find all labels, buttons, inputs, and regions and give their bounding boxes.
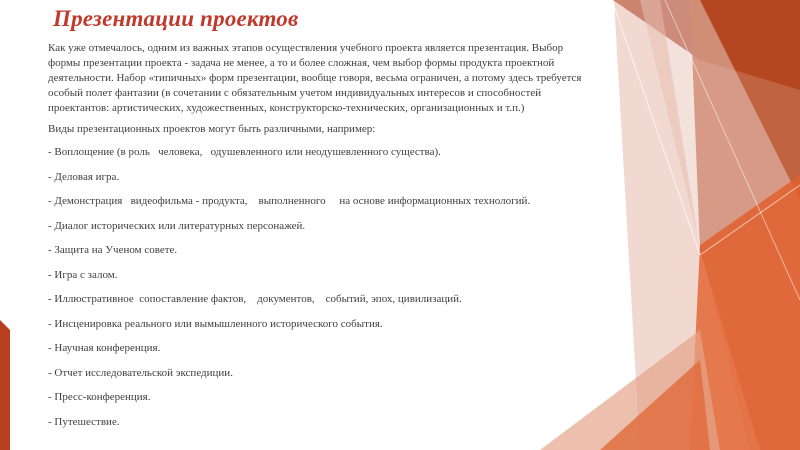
- list-item: - Научная конференция.: [48, 342, 161, 354]
- list-item: - Путешествие.: [48, 415, 120, 428]
- list-item: - Пресс-конференция.: [48, 391, 151, 403]
- list-item: - Инсценировка реального или вымышленного исторического события.: [48, 317, 383, 330]
- left-stripe-shape: [0, 320, 10, 450]
- list-item: - Демонстрация видеофильма - продукта, выполненного на основе информационных технологий.: [48, 195, 531, 207]
- list-item: - Защита на Ученом совете.: [48, 244, 178, 256]
- list-item: - Деловая игра.: [48, 170, 120, 183]
- presentation-types-list: [48, 145, 596, 430]
- list-item: - Иллюстративное сопоставление фактов, документов, событий, эпох, цивилизаций.: [48, 293, 462, 305]
- intro-paragraph: Как уже отмечалось, одним из важных этапов осуществления учебного проекта является презентация. Выбор формы презентации проекта - задача не менее, а то и более сложная, чем выбор формы продукта проектной деятельности. Набор «типичных» форм презентации, вообще говоря, весьма ограничен, а потому здесь требуется особый полет фантазии (в сочетании с обязательным учетом индивидуальных интересов и способностей проектантов: артистических, художественных, конструкторско-технических, организационных и т.п.): [48, 42, 582, 114]
- list-item: - Диалог исторических или литературных персонажей.: [48, 219, 306, 232]
- slide-body: [48, 41, 596, 439]
- lead-paragraph: Виды презентационных проектов могут быть различными, например:: [48, 123, 376, 135]
- slide-title: Презентации проектов: [53, 6, 299, 31]
- list-item: - Игра с залом.: [48, 268, 118, 281]
- list-item: - Отчет исследовательской экспедиции.: [48, 366, 233, 379]
- list-item: - Воплощение (в роль человека, одушевленного или неодушевленного существа).: [48, 146, 441, 158]
